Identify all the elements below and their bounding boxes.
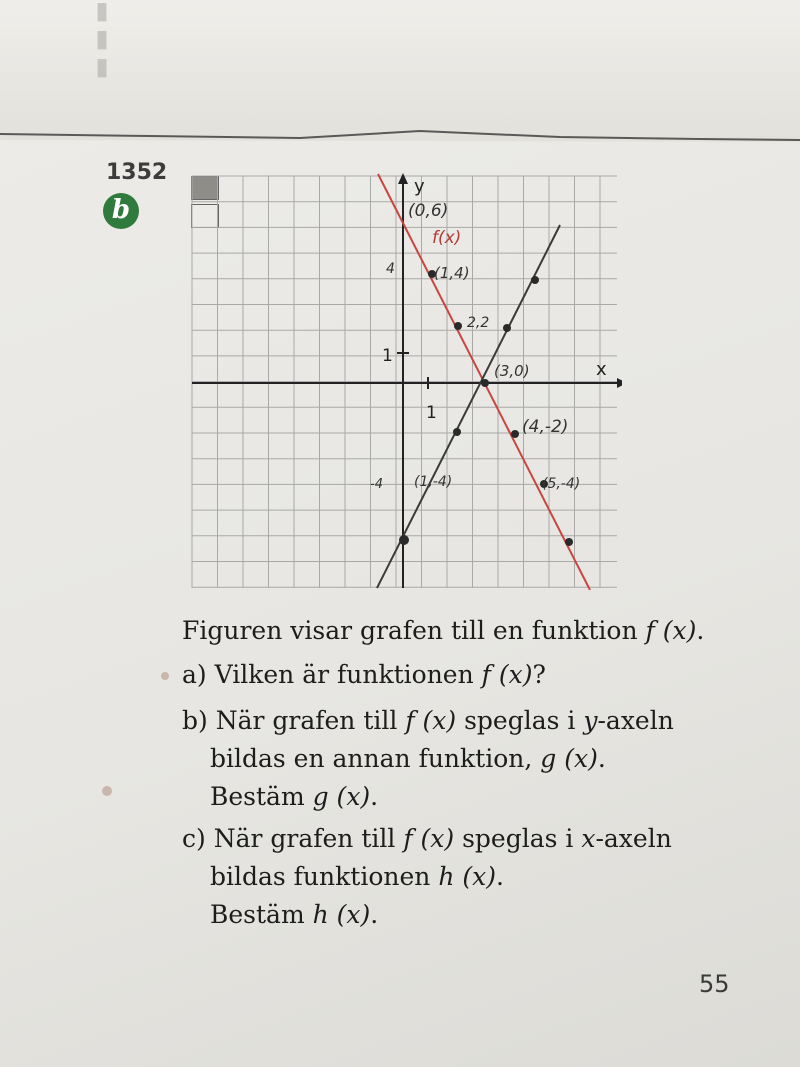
- intro-line: [182, 612, 704, 650]
- b-label: b): [182, 706, 216, 735]
- b-gfunc: g (x): [540, 744, 598, 773]
- c-line3: Bestäm: [210, 900, 313, 929]
- question-c-line2: [210, 858, 504, 896]
- point-3-0: [481, 379, 489, 387]
- question-c-line1: [182, 820, 672, 858]
- question-b-line1: [182, 702, 674, 740]
- c-hfunc2: h (x): [312, 900, 371, 929]
- a-end: ?: [532, 660, 546, 689]
- point-pencil-2: [399, 535, 409, 545]
- handwritten-p1m4: (1,-4): [414, 474, 453, 490]
- intro-func: f (x): [645, 616, 697, 645]
- c-text2: speglas i: [454, 824, 582, 853]
- point-4-m2: [511, 430, 519, 438]
- a-label: a): [182, 660, 215, 689]
- question-c-line3: [210, 896, 378, 934]
- b-line3-end: .: [370, 782, 379, 811]
- point-pencil-3: [503, 324, 511, 332]
- c-line2-end: .: [495, 862, 504, 891]
- page-number: 55: [699, 970, 730, 998]
- c-axis: x: [581, 824, 596, 853]
- a-text: Vilken är funktionen: [214, 660, 482, 689]
- c-hfunc: h (x): [438, 862, 496, 891]
- torn-edge: [0, 128, 800, 148]
- margin-dot-b: [102, 786, 112, 796]
- b-axis: y: [583, 706, 598, 735]
- question-a: [182, 656, 546, 694]
- c-line2: bildas funktionen: [210, 862, 439, 891]
- c-text1: När grafen till: [213, 824, 404, 853]
- point-pencil-4: [531, 276, 539, 284]
- exercise-number: 1352: [106, 160, 168, 185]
- function-graph: [182, 170, 622, 590]
- question-b-line2: [210, 740, 606, 778]
- b-line2-end: .: [597, 744, 606, 773]
- a-func: f (x): [481, 660, 533, 689]
- b-line2: bildas en annan funktion,: [210, 744, 541, 773]
- point-6-m6: [565, 538, 573, 546]
- point-pencil-1: [453, 428, 461, 436]
- b-gfunc2: g (x): [312, 782, 371, 811]
- c-label: c): [182, 824, 214, 853]
- x-tick-label-one: 1: [426, 403, 437, 423]
- c-func: f (x): [403, 824, 455, 853]
- handwritten-p4m2: (4,-2): [522, 417, 569, 437]
- handwritten-ym4: -4: [370, 477, 383, 492]
- handwritten-p22: 2,2: [467, 315, 490, 331]
- y-axis-label: y: [414, 176, 425, 197]
- handwritten-p06: (0,6): [408, 201, 449, 221]
- handwritten-p14: (1,4): [434, 264, 470, 282]
- point-2-2: [454, 322, 462, 330]
- intro-end: .: [696, 616, 705, 645]
- y-tick-label-one: 1: [382, 346, 393, 366]
- intro-text: Figuren visar grafen till en funktion: [182, 616, 646, 645]
- handwritten-y4: 4: [386, 261, 395, 277]
- x-axis-label: x: [596, 359, 607, 380]
- c-text3: -axeln: [595, 824, 672, 853]
- b-func: f (x): [405, 706, 457, 735]
- b-text2: speglas i: [456, 706, 584, 735]
- level-badge: b: [103, 193, 139, 229]
- b-text3: -axeln: [597, 706, 674, 735]
- handwritten-p5m4: (5,-4): [542, 476, 581, 492]
- b-line3: Bestäm: [210, 782, 313, 811]
- c-line3-end: .: [370, 900, 379, 929]
- handwritten-f-label: f(x): [432, 228, 462, 248]
- question-b-line3: [210, 778, 378, 816]
- handwritten-p30: (3,0): [494, 362, 530, 380]
- b-text1: När grafen till: [215, 706, 406, 735]
- margin-dot-a: [161, 672, 169, 680]
- mirrored-back-text: ▮▮▮: [88, 0, 116, 84]
